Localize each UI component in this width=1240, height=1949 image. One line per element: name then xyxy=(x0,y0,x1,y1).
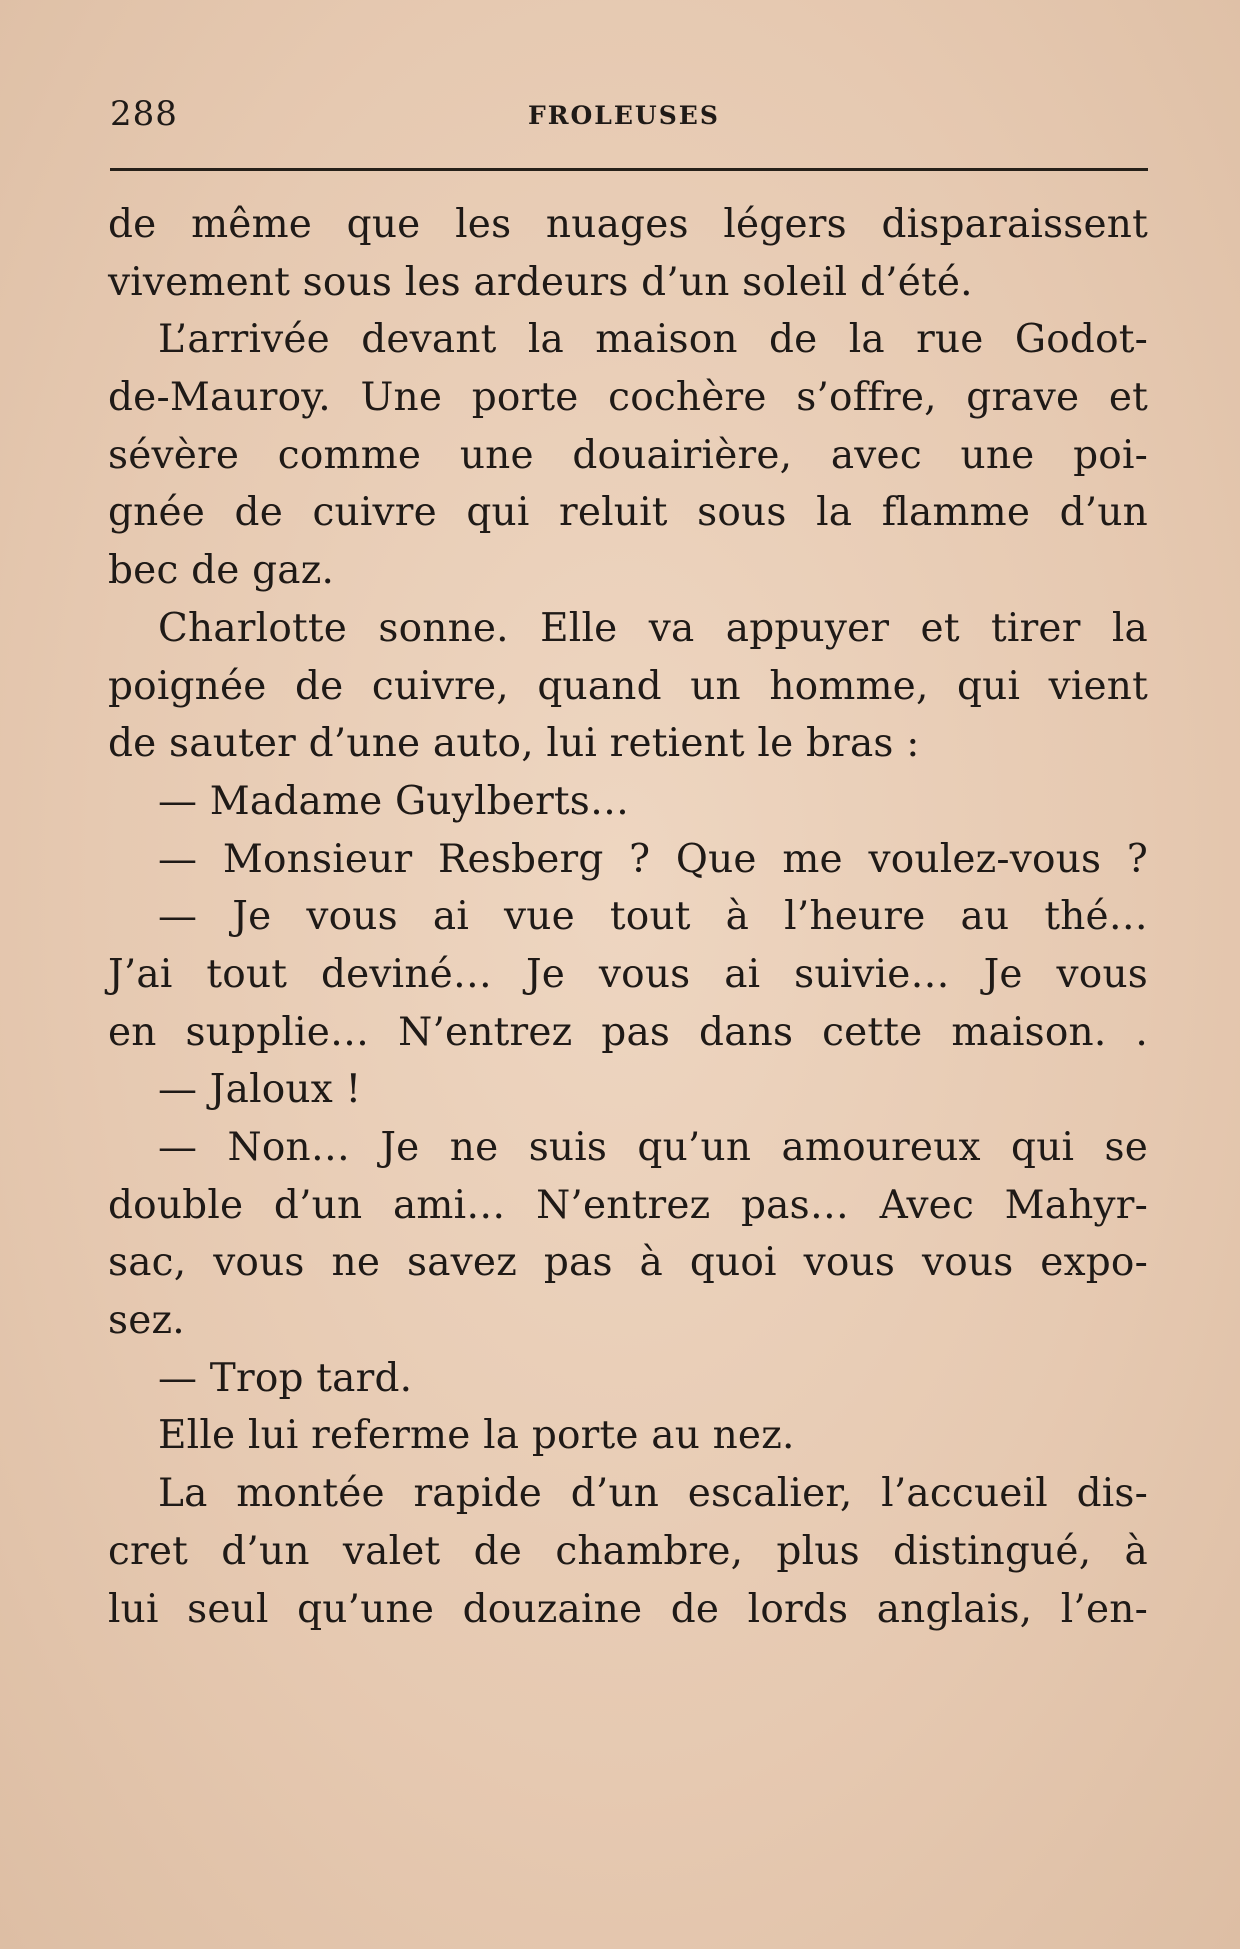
text-line: — Jaloux ! xyxy=(158,1067,362,1113)
running-title: FROLEUSES xyxy=(528,101,720,130)
text-line: — Monsieur Resberg ? Que me voulez-vous ? xyxy=(158,836,1148,882)
text-line: sac, vous ne savez pas à quoi vous vous expo- xyxy=(108,1240,1148,1286)
text-line: — Trop tard. xyxy=(158,1355,413,1401)
text-line: sévère comme une douairière, avec une poi- xyxy=(108,432,1148,478)
text-line: Charlotte sonne. Elle va appuyer et tirer la xyxy=(158,605,1148,651)
text-line: bec de gaz. xyxy=(108,548,335,594)
text-line: lui seul qu’une douzaine de lords anglais, l’en- xyxy=(108,1586,1148,1632)
text-line: double d’un ami… N’entrez pas… Avec Mahyr- xyxy=(108,1182,1148,1228)
text-line: de-Mauroy. Une porte cochère s’offre, grave et xyxy=(108,375,1148,421)
text-line: — Je vous ai vue tout à l’heure au thé… xyxy=(158,894,1148,940)
text-line: vivement sous les ardeurs d’un soleil d’été. xyxy=(108,259,973,305)
text-line: Elle lui referme la porte au nez. xyxy=(158,1413,795,1459)
text-line: — Non… Je ne suis qu’un amoureux qui se xyxy=(158,1125,1148,1170)
text-line: L’arrivée devant la maison de la rue Godot- xyxy=(158,317,1148,363)
text-line: cret d’un valet de chambre, plus distingué, à xyxy=(108,1528,1148,1574)
text-line: de sauter d’une auto, lui retient le bras : xyxy=(108,721,920,767)
book-page xyxy=(108,92,1148,1632)
page-number: 288 xyxy=(110,94,178,134)
text-line: poignée de cuivre, quand un homme, qui vient xyxy=(108,663,1148,709)
text-line: gnée de cuivre qui reluit sous la flamme d’un xyxy=(108,490,1148,536)
text-line: J’ai tout deviné… Je vous ai suivie… Je vous xyxy=(108,951,1148,997)
header-rule xyxy=(110,168,1148,171)
text-line: sez. xyxy=(108,1298,185,1344)
text-line: de même que les nuages légers disparaissent xyxy=(108,202,1148,247)
body-text xyxy=(108,196,1148,1638)
page-header xyxy=(108,92,1148,136)
text-line: La montée rapide d’un escalier, l’accueil dis- xyxy=(158,1471,1148,1517)
text-line: en supplie… N’entrez pas dans cette maison. . xyxy=(108,1009,1148,1055)
text-line: — Madame Guylberts… xyxy=(158,778,630,824)
